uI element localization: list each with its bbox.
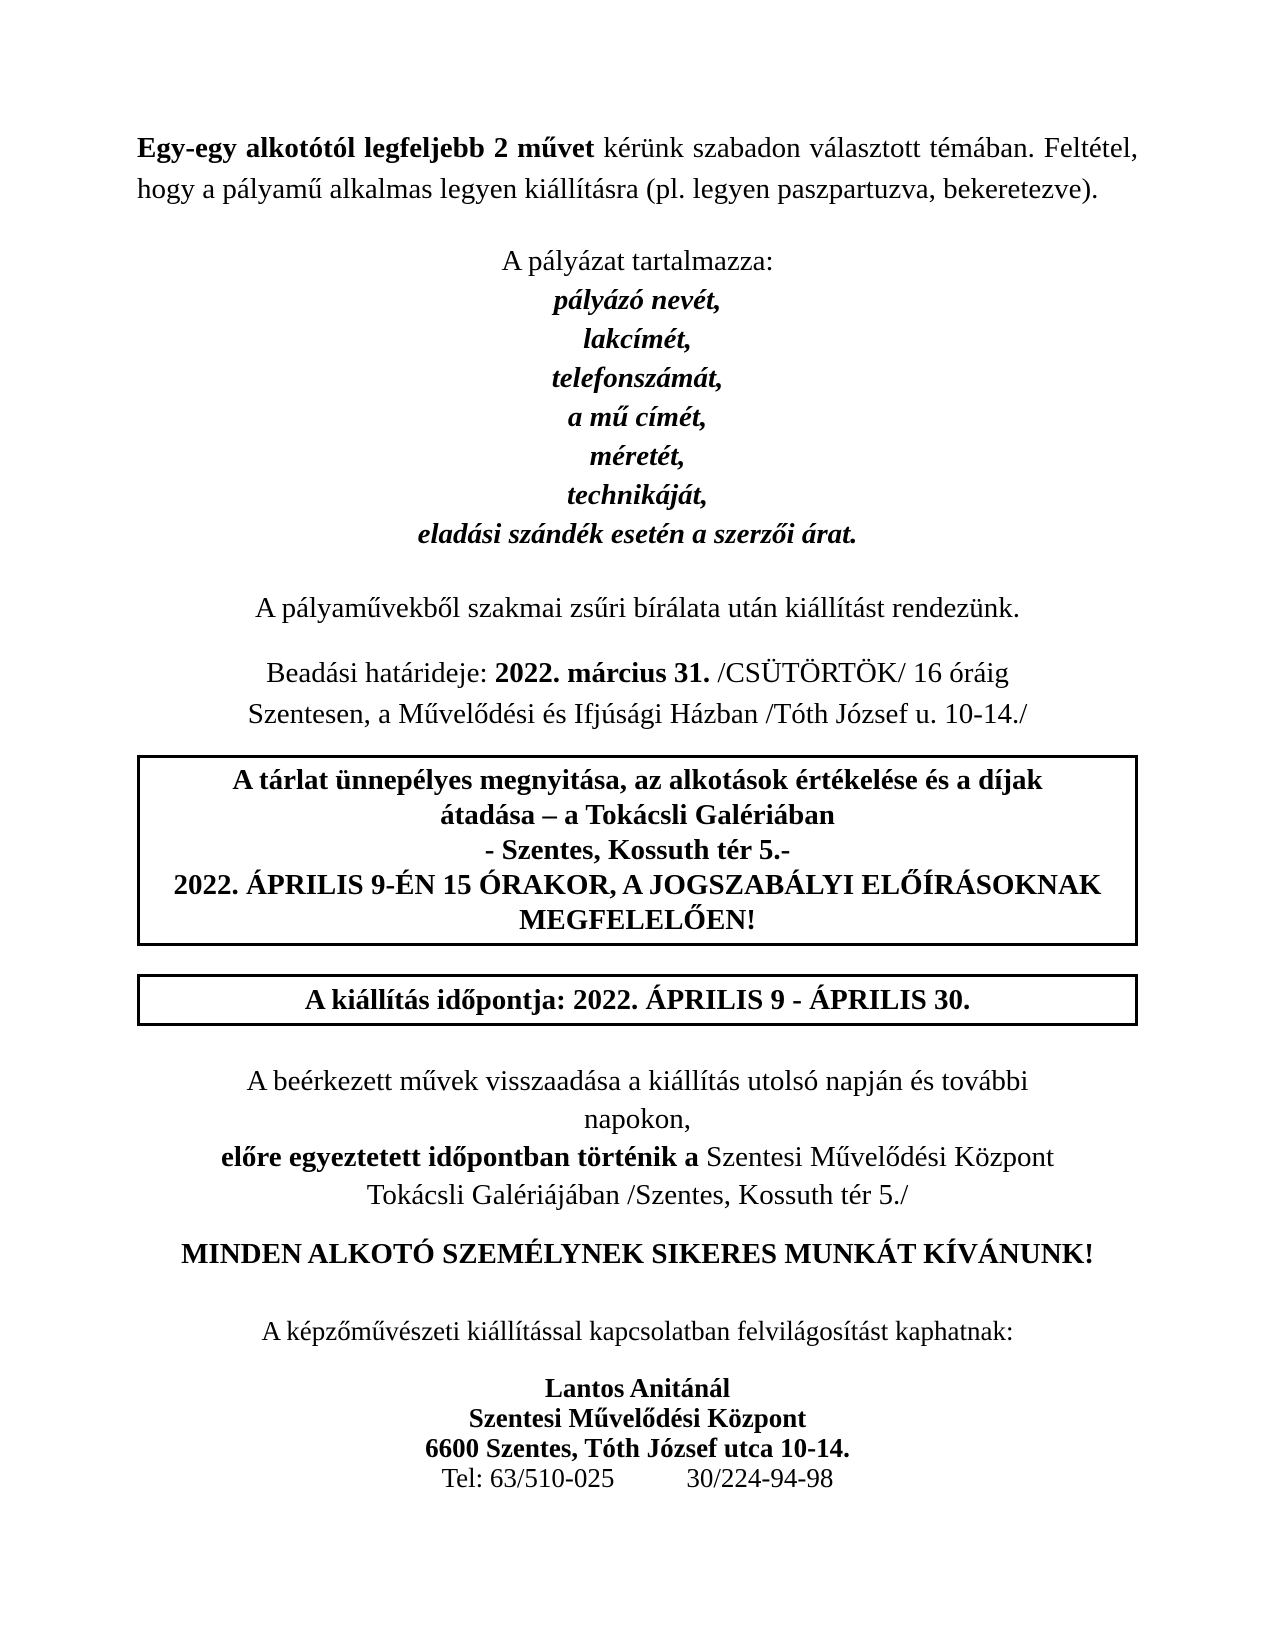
submission-item: a mű címét, — [567, 401, 708, 433]
submission-item: lakcímét, — [583, 323, 692, 355]
contact-block — [137, 1373, 1138, 1493]
exhibition-dates-text: A kiállítás időpontja: 2022. ÁPRILIS 9 - ÁPRILIS 30. — [304, 984, 971, 1016]
submission-item: technikáját, — [567, 479, 708, 511]
submission-item: méretét, — [589, 440, 686, 472]
opening-box-line: 2022. ÁPRILIS 9-ÉN 15 ÓRAKOR, A JOGSZABÁLYI ELŐÍRÁSOKNAK — [173, 869, 1102, 901]
contact-phone-line — [137, 1463, 1138, 1493]
deadline-paragraph — [137, 653, 1138, 735]
contact-name: Lantos Anitánál — [544, 1373, 731, 1403]
opening-box-line: A tárlat ünnepélyes megnyitása, az alkotások értékelése és a díjak — [232, 764, 1043, 796]
deadline-suffix: /CSÜTÖRTÖK/ 16 óráig — [710, 657, 1009, 689]
submission-items-list — [137, 281, 1138, 554]
submission-item: pályázó nevét, — [553, 284, 722, 316]
return-info-line: napokon, — [583, 1103, 692, 1135]
return-info-bold: előre egyeztetett időpontban történik a — [220, 1141, 707, 1173]
return-info-line — [137, 1138, 1138, 1176]
deadline-date: 2022. március 31. — [494, 657, 711, 689]
submission-heading: A pályázat tartalmazza: — [501, 245, 774, 277]
contact-address: 6600 Szentes, Tóth József utca 10-14. — [425, 1433, 850, 1463]
opening-box-line: átadása – a Tokácsli Galériában — [440, 799, 835, 831]
submission-item: telefonszámát, — [551, 362, 724, 394]
info-note: A képzőművészeti kiállítással kapcsolatban felvilágosítást kaphatnak: — [261, 1316, 1014, 1346]
return-info-line: A beérkezett művek visszaadása a kiállítás utolsó napján és további — [246, 1065, 1029, 1097]
jury-note: A pályaművekből szakmai zsűri bírálata után kiállítást rendezünk. — [254, 592, 1021, 624]
opening-announcement-box — [137, 755, 1138, 946]
success-wish: MINDEN ALKOTÓ SZEMÉLYNEK SIKERES MUNKÁT KÍVÁNUNK! — [181, 1238, 1094, 1270]
return-info-line: Tokácsli Galériájában /Szentes, Kossuth tér 5./ — [366, 1179, 909, 1211]
return-info-rest: Szentesi Művelődési Központ — [706, 1141, 1055, 1173]
contact-phone-mobile: 30/224-94-98 — [686, 1463, 834, 1493]
intro-rest-text: kérünk szabadon választott témában. Feltétel, hogy a pályamű alkalmas legyen kiállításra (pl. legyen paszpartuzva, bekeretezve). — [137, 132, 1138, 205]
return-info-paragraph — [137, 1062, 1138, 1214]
deadline-prefix: Beadási határideje: — [266, 657, 495, 689]
intro-paragraph — [137, 128, 1138, 210]
contact-phone-landline: Tel: 63/510-025 — [441, 1463, 615, 1493]
submission-item: eladási szándék esetén a szerzői árat. — [417, 518, 858, 550]
opening-box-line: MEGFELELŐEN! — [519, 904, 756, 936]
intro-bold-text: Egy-egy alkotótól legfeljebb 2 művet — [137, 132, 595, 164]
deadline-line1 — [137, 653, 1138, 694]
exhibition-dates-box — [137, 974, 1138, 1026]
deadline-line2: Szentesen, a Művelődési és Ifjúsági Házban /Tóth József u. 10-14./ — [247, 698, 1028, 730]
opening-box-line: - Szentes, Kossuth tér 5.- — [484, 834, 791, 866]
contact-org: Szentesi Művelődési Központ — [468, 1403, 807, 1433]
